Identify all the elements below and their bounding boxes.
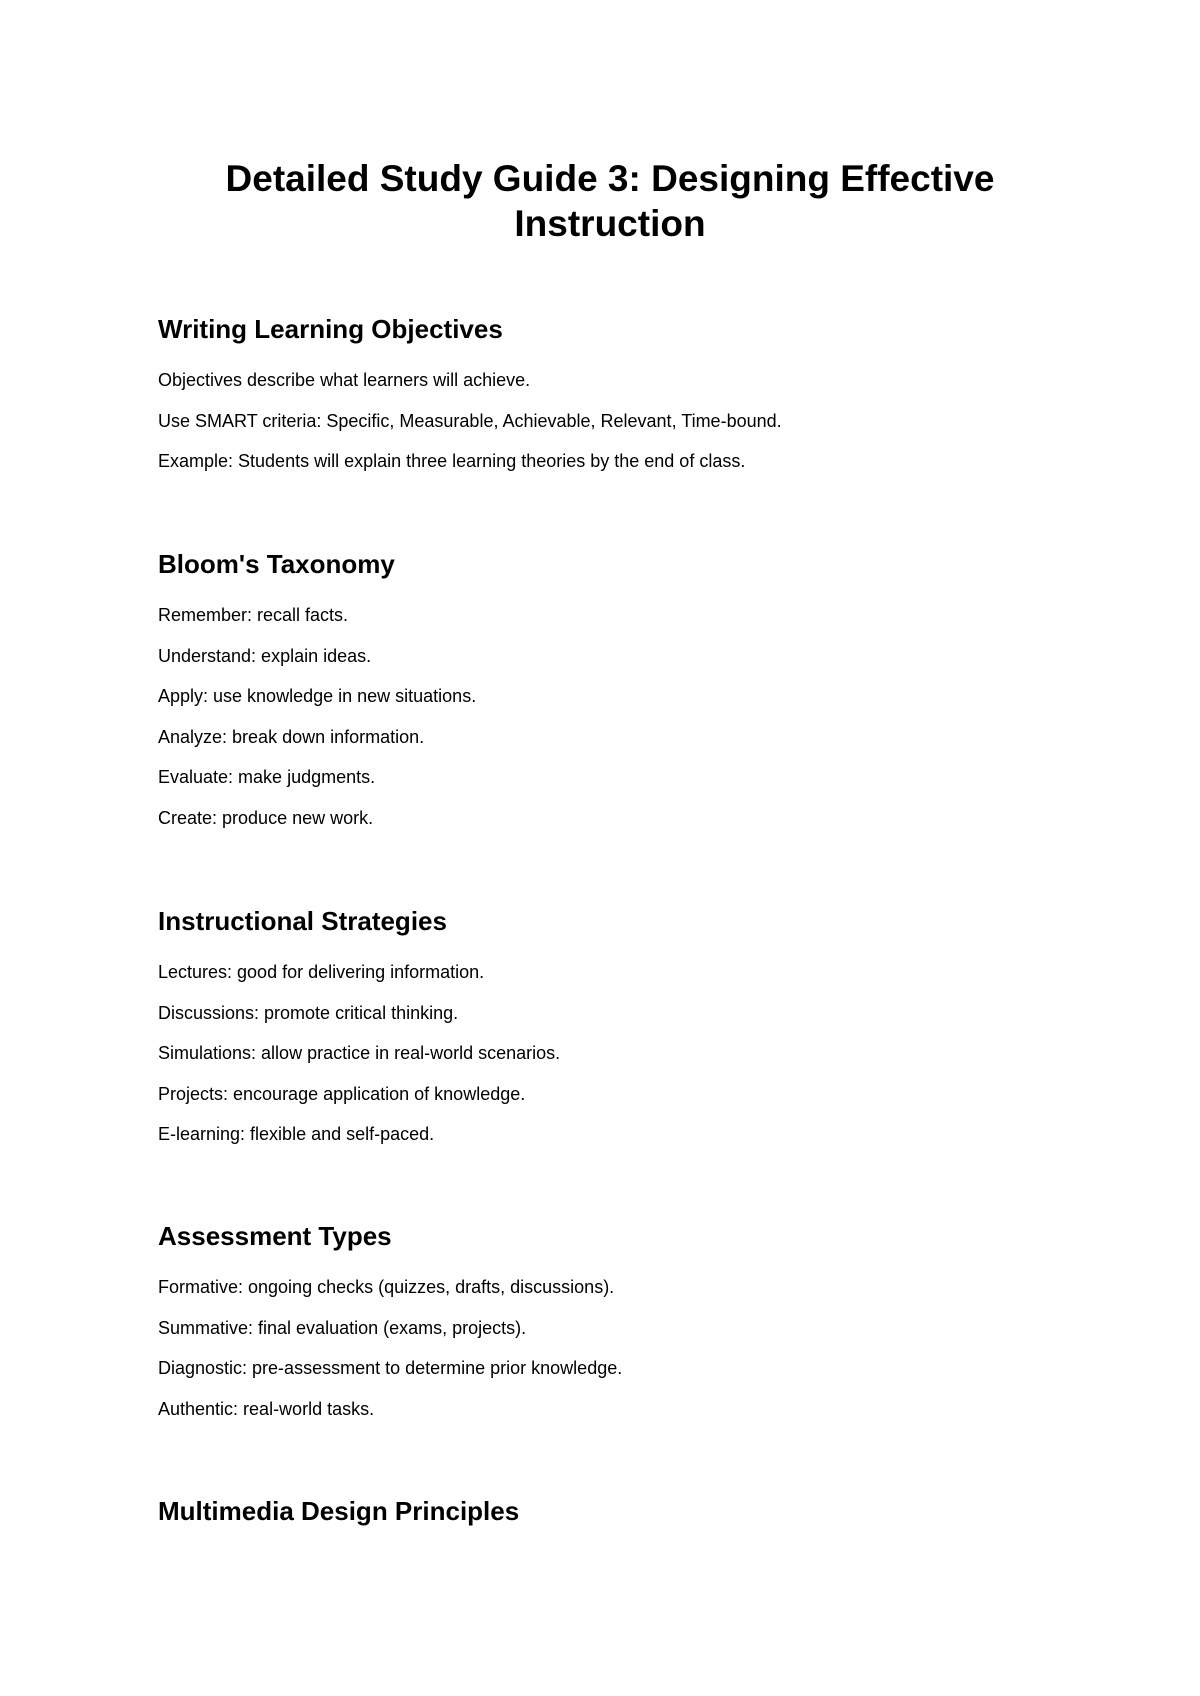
section-heading: Instructional Strategies: [158, 906, 447, 936]
section-writing-learning-objectives: [158, 313, 1138, 492]
document-title: Detailed Study Guide 3: Designing Effective Instruction: [225, 158, 995, 244]
section-heading: Bloom's Taxonomy: [158, 549, 395, 579]
list-item: Analyze: break down information.: [158, 726, 425, 747]
section-heading: Assessment Types: [158, 1221, 392, 1251]
section-heading: Writing Learning Objectives: [158, 314, 503, 344]
list-item: Formative: ongoing checks (quizzes, drafts, discussions).: [158, 1277, 615, 1297]
list-item: Apply: use knowledge in new situations.: [158, 686, 477, 706]
list-item: Diagnostic: pre-assessment to determine prior knowledge.: [158, 1358, 623, 1378]
section-heading: Multimedia Design Principles: [158, 1496, 520, 1526]
list-item: Summative: final evaluation (exams, projects).: [158, 1317, 527, 1338]
list-item: E-learning: flexible and self-paced.: [158, 1124, 435, 1144]
list-item: Example: Students will explain three learning theories by the end of class.: [158, 451, 746, 471]
section-instructional-strategies: [158, 905, 1138, 1165]
list-item: Remember: recall facts.: [158, 605, 349, 625]
list-item: Discussions: promote critical thinking.: [158, 1002, 459, 1023]
list-item: Lectures: good for delivering information.: [158, 962, 485, 982]
section-item-list: [158, 1277, 1138, 1419]
section-assessment-types: [158, 1220, 1138, 1439]
list-item: Simulations: allow practice in real-world scenarios.: [158, 1043, 561, 1063]
list-item: Create: produce new work.: [158, 807, 374, 828]
section-item-list: [158, 605, 1138, 828]
list-item: Objectives describe what learners will achieve.: [158, 370, 531, 390]
list-item: Authentic: real-world tasks.: [158, 1398, 375, 1419]
list-item: Use SMART criteria: Specific, Measurable, Achievable, Relevant, Time-bound.: [158, 410, 782, 431]
section-blooms-taxonomy: [158, 548, 1138, 848]
section-item-list: [158, 370, 1138, 471]
section-item-list: [158, 962, 1138, 1144]
list-item: Understand: explain ideas.: [158, 645, 372, 666]
list-item: Projects: encourage application of knowledge.: [158, 1083, 526, 1104]
section-multimedia-design-principles: [158, 1495, 1138, 1527]
list-item: Evaluate: make judgments.: [158, 767, 376, 787]
